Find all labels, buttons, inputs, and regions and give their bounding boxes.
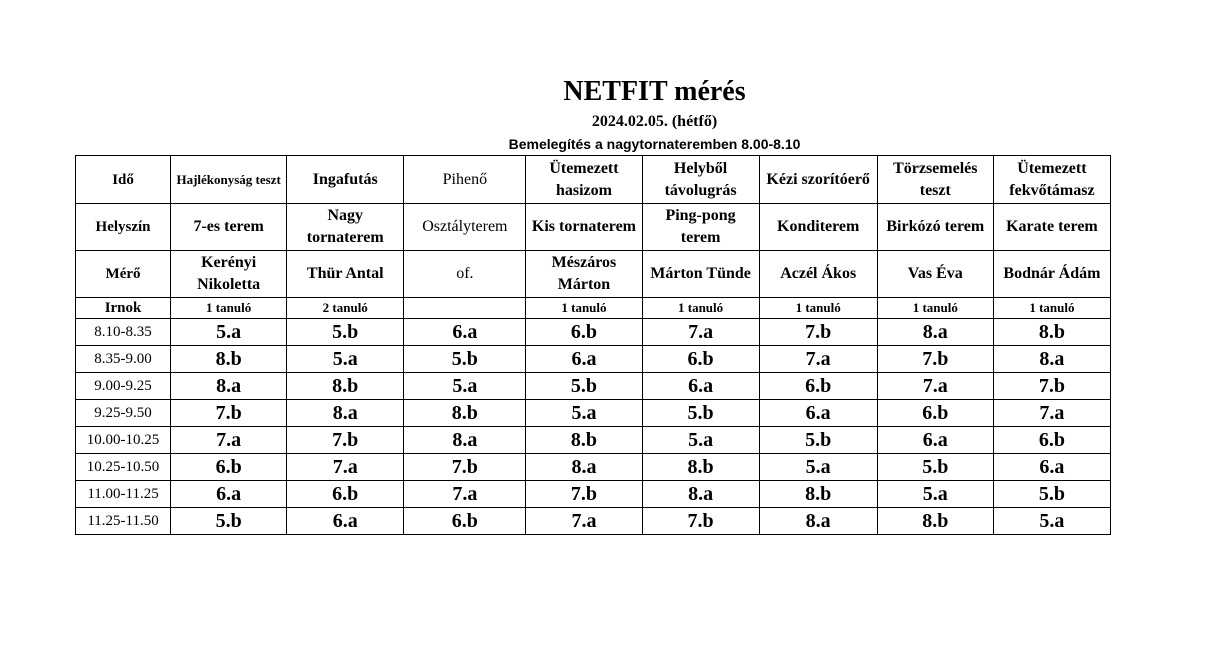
measurer-cell: Mészáros Márton (526, 251, 642, 298)
class-cell: 5.b (877, 454, 993, 481)
measurer-cell: Márton Tünde (642, 251, 759, 298)
class-cell: 7.b (993, 373, 1110, 400)
class-cell: 5.b (759, 427, 877, 454)
class-cell: 5.a (993, 508, 1110, 535)
row-label-time: Idő (76, 156, 171, 204)
location-cell: Karate terem (993, 204, 1110, 251)
measurer-cell: of. (404, 251, 526, 298)
class-cell: 7.a (759, 346, 877, 373)
time-slot-row (76, 373, 1111, 400)
scribe-cell: 1 tanuló (759, 298, 877, 319)
class-cell: 5.a (759, 454, 877, 481)
time-slot-label: 10.25-10.50 (76, 454, 171, 481)
class-cell: 7.b (404, 454, 526, 481)
class-cell: 7.b (526, 481, 642, 508)
class-cell: 5.b (642, 400, 759, 427)
class-cell: 6.a (642, 373, 759, 400)
location-cell: Nagy tornaterem (287, 204, 404, 251)
class-cell: 6.a (287, 508, 404, 535)
class-cell: 6.b (171, 454, 287, 481)
measurer-cell: Bodnár Ádám (993, 251, 1110, 298)
class-cell: 5.a (526, 400, 642, 427)
warmup-note: Bemelegítés a nagytornateremben 8.00-8.10 (508, 136, 801, 152)
class-cell: 6.b (526, 319, 642, 346)
scribe-cell (404, 298, 526, 319)
class-cell: 5.b (526, 373, 642, 400)
class-cell: 7.a (993, 400, 1110, 427)
station-header: Kézi szorítóerő (759, 156, 877, 204)
station-header: Ingafutás (287, 156, 404, 204)
class-cell: 8.b (642, 454, 759, 481)
location-row (76, 204, 1111, 251)
class-cell: 5.a (287, 346, 404, 373)
class-cell: 7.a (287, 454, 404, 481)
class-cell: 8.b (287, 373, 404, 400)
location-cell: Osztályterem (404, 204, 526, 251)
class-cell: 5.a (642, 427, 759, 454)
class-cell: 6.a (759, 400, 877, 427)
measurer-cell: Aczél Ákos (759, 251, 877, 298)
scribe-cell: 2 tanuló (287, 298, 404, 319)
location-cell: Kis tornaterem (526, 204, 642, 251)
class-cell: 8.a (759, 508, 877, 535)
class-cell: 7.b (642, 508, 759, 535)
time-slot-row (76, 427, 1111, 454)
time-slot-label: 9.00-9.25 (76, 373, 171, 400)
time-slot-row (76, 508, 1111, 535)
station-header: Ütemezett fekvőtámasz (993, 156, 1110, 204)
class-cell: 6.b (404, 508, 526, 535)
time-slot-row (76, 400, 1111, 427)
time-slot-row (76, 346, 1111, 373)
class-cell: 8.b (759, 481, 877, 508)
location-cell: Ping-pong terem (642, 204, 759, 251)
time-slot-label: 11.00-11.25 (76, 481, 171, 508)
class-cell: 6.b (993, 427, 1110, 454)
class-cell: 6.a (993, 454, 1110, 481)
class-cell: 5.b (171, 508, 287, 535)
time-slot-row (76, 481, 1111, 508)
class-cell: 8.a (287, 400, 404, 427)
location-cell: 7-es terem (171, 204, 287, 251)
page-title: NETFIT mérés (563, 76, 746, 107)
station-header: Hajlékonyság teszt (171, 156, 287, 204)
class-cell: 5.a (877, 481, 993, 508)
class-cell: 8.b (171, 346, 287, 373)
date-subtitle: 2024.02.05. (hétfő) (591, 113, 718, 130)
class-cell: 6.b (642, 346, 759, 373)
time-slot-row (76, 454, 1111, 481)
class-cell: 6.a (877, 427, 993, 454)
class-cell: 7.b (877, 346, 993, 373)
class-cell: 8.b (993, 319, 1110, 346)
measurer-cell: Vas Éva (877, 251, 993, 298)
scribe-cell: 1 tanuló (642, 298, 759, 319)
class-cell: 7.a (526, 508, 642, 535)
class-cell: 8.b (404, 400, 526, 427)
scribe-cell: 1 tanuló (526, 298, 642, 319)
class-cell: 6.a (404, 319, 526, 346)
class-cell: 5.a (171, 319, 287, 346)
schedule-table (75, 155, 1111, 535)
class-cell: 6.a (526, 346, 642, 373)
time-slot-label: 9.25-9.50 (76, 400, 171, 427)
row-label-scribe: Irnok (76, 298, 171, 319)
station-header: Helyből távolugrás (642, 156, 759, 204)
measurer-cell: Kerényi Nikoletta (171, 251, 287, 298)
class-cell: 6.a (171, 481, 287, 508)
class-cell: 7.b (171, 400, 287, 427)
time-slot-label: 8.35-9.00 (76, 346, 171, 373)
class-cell: 7.b (287, 427, 404, 454)
class-cell: 8.a (171, 373, 287, 400)
class-cell: 5.b (993, 481, 1110, 508)
station-header: Törzsemelés teszt (877, 156, 993, 204)
station-header: Ütemezett hasizom (526, 156, 642, 204)
scribe-cell: 1 tanuló (171, 298, 287, 319)
location-cell: Birkózó terem (877, 204, 993, 251)
class-cell: 5.b (404, 346, 526, 373)
scribe-row (76, 298, 1111, 319)
time-slot-label: 8.10-8.35 (76, 319, 171, 346)
time-slot-label: 11.25-11.50 (76, 508, 171, 535)
class-cell: 7.a (877, 373, 993, 400)
class-cell: 8.a (526, 454, 642, 481)
class-cell: 7.a (404, 481, 526, 508)
class-cell: 7.a (171, 427, 287, 454)
class-cell: 8.a (404, 427, 526, 454)
class-cell: 6.b (287, 481, 404, 508)
location-cell: Konditerem (759, 204, 877, 251)
station-header: Pihenő (404, 156, 526, 204)
class-cell: 7.b (759, 319, 877, 346)
class-cell: 5.b (287, 319, 404, 346)
class-cell: 6.b (877, 400, 993, 427)
row-label-location: Helyszín (76, 204, 171, 251)
time-slot-row (76, 319, 1111, 346)
header-row (76, 156, 1111, 204)
class-cell: 5.a (404, 373, 526, 400)
measurer-row (76, 251, 1111, 298)
class-cell: 8.b (526, 427, 642, 454)
scribe-cell: 1 tanuló (877, 298, 993, 319)
class-cell: 7.a (642, 319, 759, 346)
time-slot-label: 10.00-10.25 (76, 427, 171, 454)
scribe-cell: 1 tanuló (993, 298, 1110, 319)
class-cell: 8.a (642, 481, 759, 508)
class-cell: 8.a (993, 346, 1110, 373)
class-cell: 8.a (877, 319, 993, 346)
row-label-measurer: Mérő (76, 251, 171, 298)
class-cell: 8.b (877, 508, 993, 535)
class-cell: 6.b (759, 373, 877, 400)
measurer-cell: Thür Antal (287, 251, 404, 298)
